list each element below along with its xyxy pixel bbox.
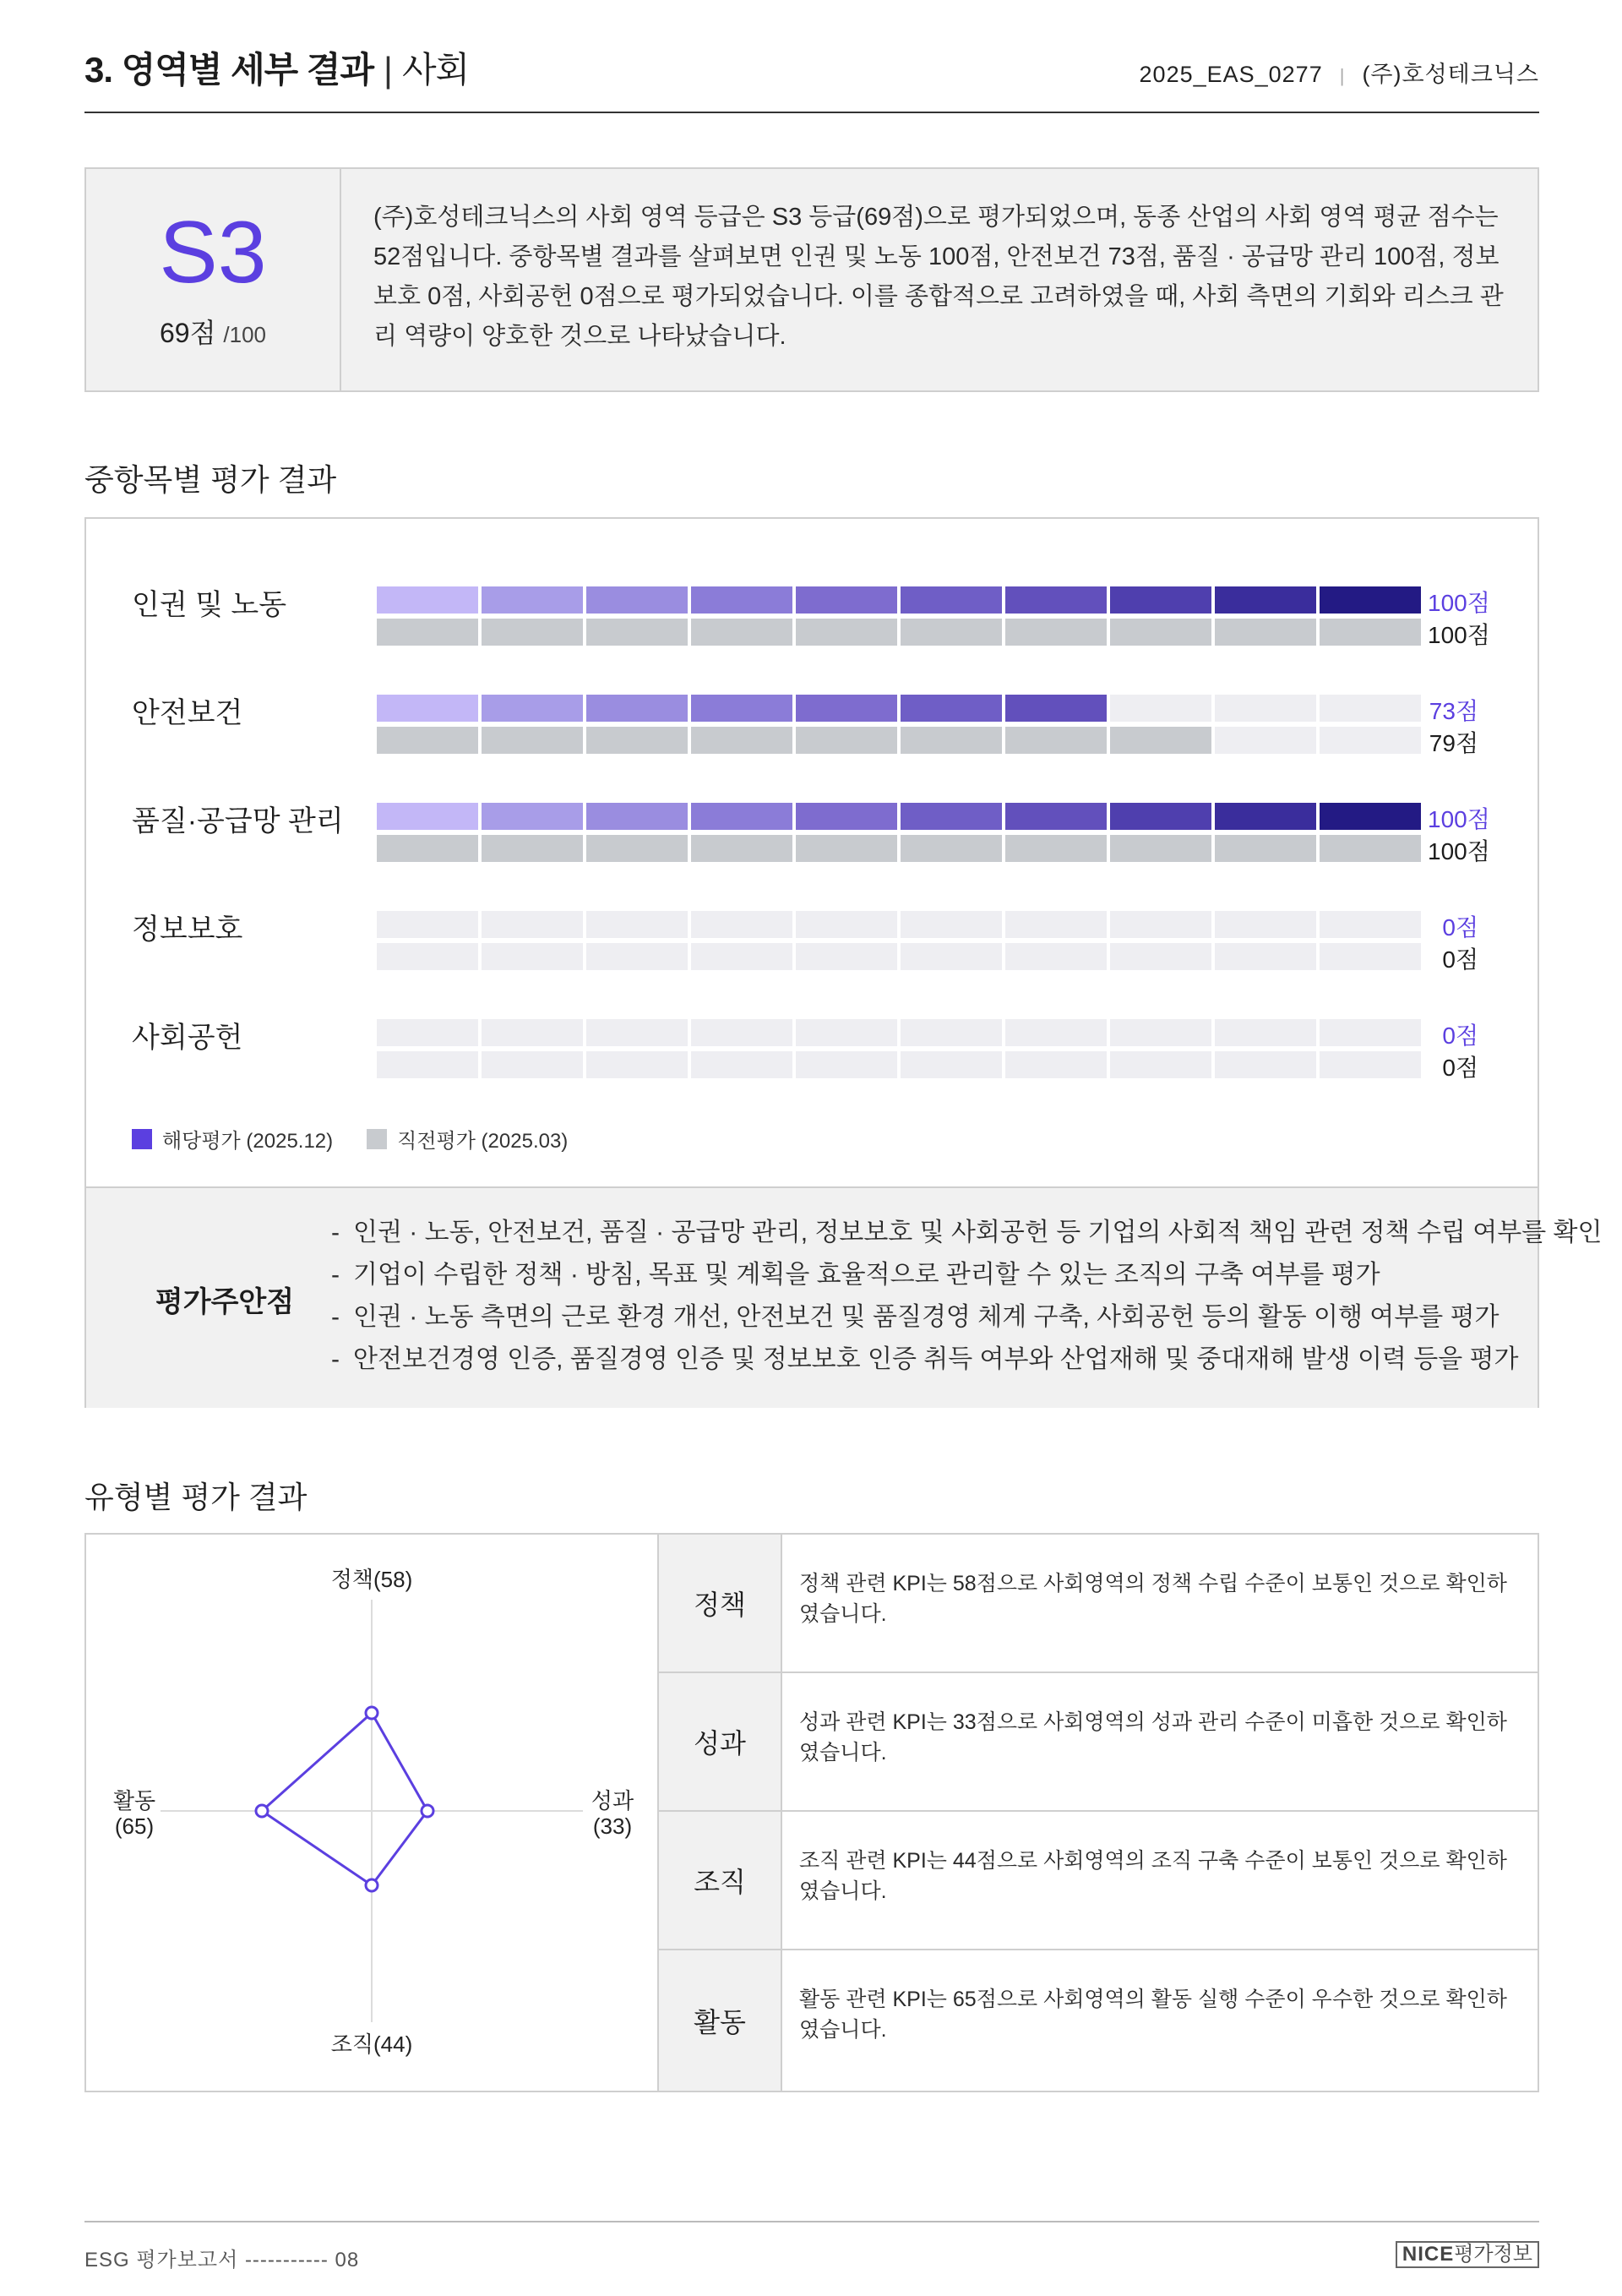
current-bar — [377, 1019, 1421, 1046]
current-bar-segment — [1320, 1019, 1421, 1046]
current-bar-segment — [1215, 803, 1316, 830]
previous-bar — [377, 835, 1421, 862]
previous-bar-segment — [691, 619, 792, 646]
current-bar — [377, 695, 1421, 722]
brand-main: NICE — [1402, 2243, 1455, 2266]
previous-bar-segment — [901, 619, 1002, 646]
radar-label-performance-value: (33) — [592, 1813, 633, 1839]
previous-bar-segment — [901, 1051, 1002, 1078]
previous-bar-segment — [901, 727, 1002, 754]
type-result-panel — [84, 1533, 1539, 2092]
current-bar-segment — [691, 803, 792, 830]
grade-summary — [84, 167, 1539, 392]
current-bar — [377, 803, 1421, 830]
current-bar-segment — [1110, 695, 1211, 722]
current-bar-segment — [586, 911, 688, 938]
type-name: 활동 — [659, 1950, 782, 2091]
current-bar-segment — [586, 695, 688, 722]
current-bar-segment — [377, 1019, 478, 1046]
radar-point-policy — [366, 1707, 378, 1719]
type-description: 성과 관련 KPI는 33점으로 사회영역의 성과 관리 수준이 미흡한 것으로 확인하였습니다. — [799, 1710, 1507, 1764]
previous-bar-segment — [482, 1051, 583, 1078]
meta-divider: | — [1339, 65, 1346, 86]
bar-label: 품질·공급망 관리 — [132, 805, 344, 837]
previous-bar-segment — [1110, 835, 1211, 862]
current-bar-segment — [796, 803, 897, 830]
current-bar-segment — [586, 803, 688, 830]
legend-current-swatch — [132, 1129, 152, 1149]
previous-bar-segment — [796, 835, 897, 862]
score-max: /100 — [223, 322, 266, 347]
chart-legend — [132, 1124, 601, 1153]
previous-bar-segment — [796, 943, 897, 970]
previous-value-label: 0점 — [1442, 946, 1478, 973]
current-bar-segment — [1005, 911, 1107, 938]
current-bar-segment — [691, 1019, 792, 1046]
current-bar-segment — [796, 911, 897, 938]
current-bar-segment — [482, 911, 583, 938]
current-bar-segment — [1320, 803, 1421, 830]
current-bar-segment — [796, 1019, 897, 1046]
previous-bar-segment — [1215, 619, 1316, 646]
current-bar-segment — [482, 695, 583, 722]
evaluation-focus-list — [331, 1212, 1602, 1381]
bar-label: 사회공헌 — [132, 1022, 243, 1054]
previous-bar-segment — [586, 1051, 688, 1078]
current-bar-segment — [1110, 586, 1211, 614]
previous-value-label: 100점 — [1428, 838, 1490, 864]
bar-row — [86, 906, 1538, 1007]
current-bar-segment — [796, 586, 897, 614]
legend-previous-swatch — [367, 1129, 387, 1149]
radar-label-performance — [583, 1788, 642, 1839]
bar-label: 인권 및 노동 — [132, 589, 287, 621]
evaluation-focus — [86, 1186, 1603, 1408]
radar-point-activity — [256, 1805, 268, 1817]
current-value-label: 100점 — [1428, 590, 1490, 616]
type-name: 성과 — [659, 1673, 782, 1810]
type-description: 조직 관련 KPI는 44점으로 사회영역의 조직 구축 수준이 보통인 것으로 확인하였습니다. — [799, 1849, 1507, 1903]
previous-bar-segment — [796, 619, 897, 646]
current-bar-segment — [377, 911, 478, 938]
previous-bar-segment — [901, 943, 1002, 970]
table-row — [659, 1673, 1538, 1812]
previous-bar — [377, 943, 1421, 970]
current-bar-segment — [691, 911, 792, 938]
type-description: 정책 관련 KPI는 58점으로 사회영역의 정책 수립 수준이 보통인 것으로 확인하였습니다. — [799, 1572, 1507, 1626]
radar-chart — [86, 1535, 657, 2091]
legend-current — [132, 1124, 333, 1153]
grade-box — [86, 169, 341, 390]
middle-section-title: 중항목별 평가 결과 — [84, 462, 337, 497]
focus-item: - 인권 · 노동, 안전보건, 품질 · 공급망 관리, 정보보호 및 사회공헌 등 기업의 사회적 책임 관련 정책 수립 여부를 확인 — [331, 1212, 1602, 1254]
previous-bar-segment — [1320, 619, 1421, 646]
current-bar-segment — [1215, 1019, 1316, 1046]
current-bar-segment — [377, 695, 478, 722]
current-bar-segment — [901, 1019, 1002, 1046]
previous-bar-segment — [691, 943, 792, 970]
previous-bar-segment — [1215, 1051, 1316, 1078]
bar-label: 안전보건 — [132, 697, 243, 729]
previous-bar-segment — [482, 943, 583, 970]
current-bar-segment — [1005, 803, 1107, 830]
previous-bar-segment — [1320, 1051, 1421, 1078]
legend-current-label: 해당평가 (2025.12) — [162, 1130, 334, 1153]
current-bar-segment — [377, 586, 478, 614]
radar-point-organization — [366, 1879, 378, 1891]
focus-item: - 인권 · 노동 측면의 근로 환경 개선, 안전보건 및 품질경영 체계 구축, 사회공헌 등의 활동 이행 여부를 평가 — [331, 1296, 1602, 1339]
previous-bar-segment — [1215, 727, 1316, 754]
current-bar-segment — [1215, 586, 1316, 614]
brand-sub: 평가정보 — [1454, 2243, 1532, 2266]
current-value-label: 100점 — [1428, 806, 1490, 832]
previous-bar-segment — [796, 727, 897, 754]
table-row — [659, 1535, 1538, 1673]
previous-bar-segment — [1110, 727, 1211, 754]
table-row — [659, 1950, 1538, 2091]
previous-bar-segment — [691, 727, 792, 754]
bar-row — [86, 1014, 1538, 1115]
legend-previous — [367, 1124, 568, 1153]
current-bar-segment — [1005, 1019, 1107, 1046]
section-title: 3. 영역별 세부 결과 — [84, 50, 374, 90]
previous-bar-segment — [1005, 727, 1107, 754]
previous-bar-segment — [482, 727, 583, 754]
previous-bar-segment — [1215, 943, 1316, 970]
previous-bar — [377, 619, 1421, 646]
current-bar-segment — [901, 911, 1002, 938]
previous-bar-segment — [586, 619, 688, 646]
previous-bar-segment — [586, 943, 688, 970]
previous-bar-segment — [586, 727, 688, 754]
previous-bar-segment — [1005, 1051, 1107, 1078]
title-separator: | — [384, 50, 392, 90]
previous-bar-segment — [377, 835, 478, 862]
previous-bar-segment — [1005, 835, 1107, 862]
previous-bar — [377, 1051, 1421, 1078]
previous-bar — [377, 727, 1421, 754]
type-section-title: 유형별 평가 결과 — [84, 1480, 308, 1514]
previous-bar-segment — [1110, 1051, 1211, 1078]
previous-bar-segment — [586, 835, 688, 862]
radar-label-activity-name: 활동 — [112, 1788, 156, 1813]
previous-bar-segment — [1110, 943, 1211, 970]
previous-bar-segment — [482, 835, 583, 862]
page-header — [84, 34, 1539, 113]
legend-previous-label: 직전평가 (2025.03) — [397, 1130, 569, 1153]
bar-row — [86, 581, 1538, 683]
radar-label-organization: 조직(44) — [330, 2031, 413, 2057]
current-value-label: 0점 — [1442, 1023, 1478, 1049]
current-bar-segment — [1215, 695, 1316, 722]
radar-svg — [86, 1535, 657, 2091]
current-bar-segment — [1320, 586, 1421, 614]
current-bar-segment — [1110, 803, 1211, 830]
subsection-title: 사회 — [401, 50, 470, 90]
evaluation-focus-title: 평가주안점 — [155, 1285, 295, 1318]
radar-point-performance — [422, 1805, 433, 1817]
bar-label: 정보보호 — [132, 913, 243, 946]
type-name: 정책 — [659, 1535, 782, 1672]
current-bar-segment — [377, 803, 478, 830]
type-description: 활동 관련 KPI는 65점으로 사회영역의 활동 실행 수준이 우수한 것으로 확인하였습니다. — [799, 1988, 1507, 2042]
radar-label-activity-value: (65) — [114, 1813, 155, 1839]
previous-bar-segment — [691, 835, 792, 862]
score-value: 69점 — [159, 318, 216, 348]
table-row — [659, 1812, 1538, 1950]
current-bar-segment — [1215, 911, 1316, 938]
current-bar-segment — [1110, 911, 1211, 938]
page-footer — [84, 2221, 1539, 2271]
current-bar-segment — [901, 803, 1002, 830]
current-bar-segment — [586, 1019, 688, 1046]
current-bar-segment — [691, 586, 792, 614]
previous-bar-segment — [377, 943, 478, 970]
previous-bar-segment — [377, 727, 478, 754]
previous-value-label: 79점 — [1429, 730, 1478, 756]
current-bar — [377, 586, 1421, 614]
radar-label-activity — [105, 1788, 164, 1839]
type-name: 조직 — [659, 1812, 782, 1949]
previous-bar-segment — [1005, 943, 1107, 970]
current-bar — [377, 911, 1421, 938]
radar-label-performance-name: 성과 — [591, 1788, 634, 1813]
company-name: (주)호성테크닉스 — [1362, 62, 1539, 87]
previous-bar-segment — [377, 619, 478, 646]
summary-description: (주)호성테크닉스의 사회 영역 등급은 S3 등급(69점)으로 평가되었으며, 동종 산업의 사회 영역 평균 점수는 52점입니다. 중항목별 결과를 살펴보면 인권 및 노동 100점, 안전보건 73점, 품질 · 공급망 관리 100점, 정보보호 0점, 사회공헌 0점으로 평가되었습니다. 이를 종합적으로 고려하였을 때, 사회 측면의 기회와 리스크 관리 역량이 양호한 것으로 나타났습니다. — [373, 204, 1504, 350]
focus-item: - 안전보건경영 인증, 품질경영 인증 및 정보보호 인증 취득 여부와 산업재해 및 중대재해 발생 이력 등을 평가 — [331, 1339, 1602, 1381]
previous-bar-segment — [901, 835, 1002, 862]
current-bar-segment — [901, 695, 1002, 722]
footer-page-info: ESG 평가보고서 ----------- 08 — [84, 2249, 360, 2271]
current-bar-segment — [901, 586, 1002, 614]
previous-bar-segment — [1320, 835, 1421, 862]
previous-bar-segment — [1005, 619, 1107, 646]
previous-bar-segment — [691, 1051, 792, 1078]
radar-label-policy: 정책(58) — [330, 1567, 413, 1592]
current-value-label: 0점 — [1442, 914, 1478, 941]
page-title — [84, 42, 469, 93]
previous-value-label: 0점 — [1442, 1055, 1478, 1081]
total-score — [160, 312, 266, 351]
header-meta — [1140, 56, 1539, 89]
previous-bar-segment — [1215, 835, 1316, 862]
previous-bar-segment — [377, 1051, 478, 1078]
current-bar-segment — [796, 695, 897, 722]
current-bar-segment — [482, 803, 583, 830]
previous-value-label: 100점 — [1428, 622, 1490, 648]
current-bar-segment — [1005, 586, 1107, 614]
focus-item: - 기업이 수립한 정책 · 방침, 목표 및 계획을 효율적으로 관리할 수 있는 조직의 구축 여부를 평가 — [331, 1254, 1602, 1296]
middle-item-chart-panel — [84, 517, 1603, 1408]
current-bar-segment — [586, 586, 688, 614]
current-bar-segment — [1110, 1019, 1211, 1046]
report-id: 2025_EAS_0277 — [1139, 62, 1323, 87]
radar-polygon — [262, 1713, 427, 1885]
current-bar-segment — [482, 1019, 583, 1046]
current-bar-segment — [1005, 695, 1107, 722]
current-bar-segment — [1320, 911, 1421, 938]
type-result-table — [657, 1535, 1538, 2091]
current-bar-segment — [482, 586, 583, 614]
previous-bar-segment — [482, 619, 583, 646]
previous-bar-segment — [1110, 619, 1211, 646]
previous-bar-segment — [796, 1051, 897, 1078]
current-value-label: 73점 — [1429, 698, 1478, 724]
brand-logo — [1396, 2241, 1539, 2268]
bar-row — [86, 690, 1538, 791]
grade-badge: S3 — [159, 204, 267, 302]
previous-bar-segment — [1320, 943, 1421, 970]
previous-bar-segment — [1320, 727, 1421, 754]
bar-row — [86, 798, 1538, 899]
current-bar-segment — [691, 695, 792, 722]
current-bar-segment — [1320, 695, 1421, 722]
